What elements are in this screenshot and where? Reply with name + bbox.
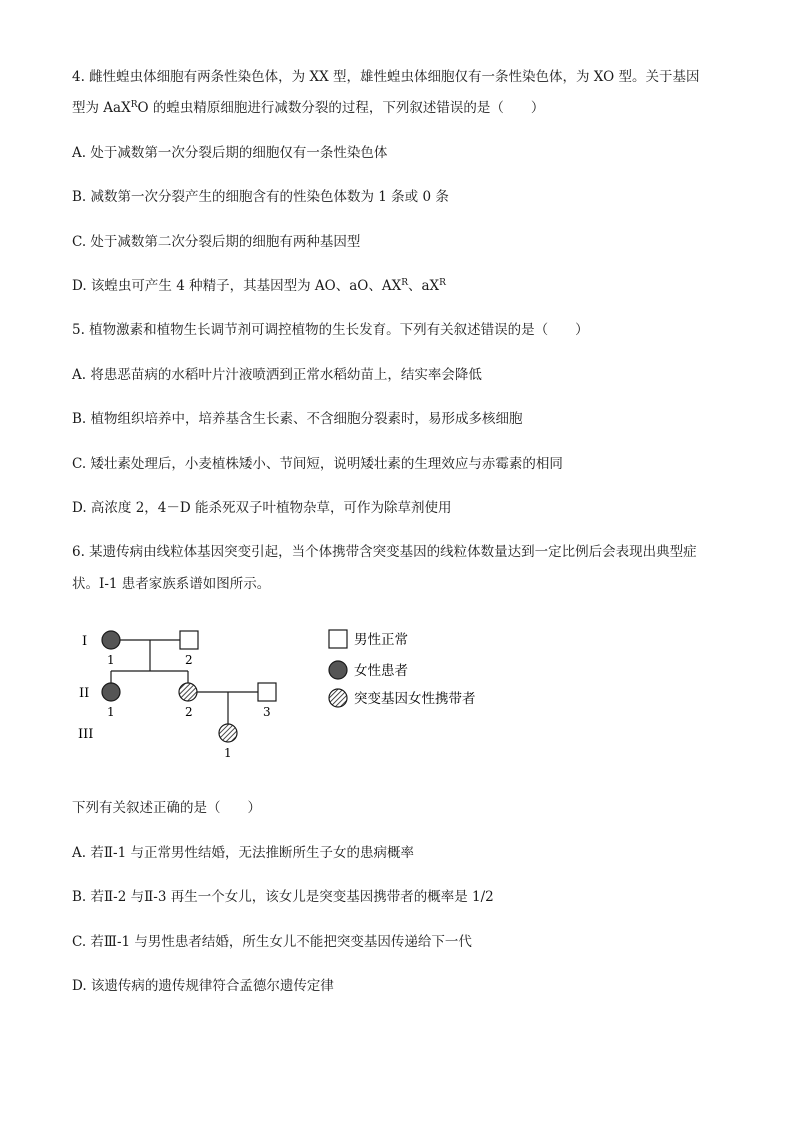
q5-option-a: A. 将患恶苗病的水稻叶片汁液喷洒到正常水稻幼苗上，结实率会降低 (72, 367, 482, 383)
legend-female-patient-label: 女性患者 (354, 663, 408, 679)
generation-label-ii: II (79, 686, 90, 701)
q4-stem-line2-post: O 的蝗虫精原细胞进行减数分裂的过程，下列叙述错误的是（ ） (137, 100, 545, 116)
legend-female-carrier-symbol (329, 689, 347, 707)
generation-label-iii: III (78, 727, 94, 742)
pedigree-chart (72, 618, 512, 768)
q6-option-a: A. 若Ⅱ-1 与正常男性结婚，无法推断所生子女的患病概率 (72, 845, 414, 861)
q6-option-d: D. 该遗传病的遗传规律符合孟德尔遗传定律 (72, 978, 334, 994)
legend-male-normal-symbol (329, 630, 347, 648)
q6-stem-line1: 6. 某遗传病由线粒体基因突变引起，当个体携带含突变基因的线粒体数量达到一定比例后会表现出典型症 (72, 544, 697, 560)
legend-female-carrier-label: 突变基因女性携带者 (354, 691, 476, 707)
label-ii3: 3 (263, 705, 271, 719)
q6-stem-line2: 状。Ⅰ-1 患者家族系谱如图所示。 (72, 576, 271, 592)
q4-stem-line2-pre: 型为 AaX (72, 100, 131, 116)
q4-option-d-pre: D. 该蝗虫可产生 4 种精子，其基因型为 AO、aO、AX (72, 278, 402, 294)
q4-option-d (72, 277, 446, 295)
q5-option-c: C. 矮壮素处理后，小麦植株矮小、节间短，说明矮壮素的生理效应与赤霉素的相同 (72, 456, 563, 472)
q6-option-b: B. 若Ⅱ-2 与Ⅱ-3 再生一个女儿，该女儿是突变基因携带者的概率是 1/2 (72, 889, 494, 905)
q4-stem-line1: 4. 雌性蝗虫体细胞有两条性染色体，为 XX 型，雄性蝗虫体细胞仅有一条性染色体，为 XO 型。关于基因 (72, 69, 700, 85)
q5-option-d: D. 高浓度 2，4－D 能杀死双子叶植物杂草，可作为除草剂使用 (72, 500, 452, 516)
label-ii1: 1 (107, 705, 115, 719)
q4-option-d-sup2: R (439, 278, 446, 288)
generation-label-i: I (82, 634, 88, 649)
q4-option-d-mid: 、aX (407, 278, 440, 294)
label-iii1: 1 (224, 746, 232, 760)
q4-option-c: C. 处于减数第二次分裂后期的细胞有两种基因型 (72, 234, 361, 250)
label-ii2: 2 (185, 705, 193, 719)
individual-ii3-male-normal (258, 683, 276, 701)
individual-i2-male-normal (180, 631, 198, 649)
q4-option-a: A. 处于减数第一次分裂后期的细胞仅有一条性染色体 (72, 145, 388, 161)
q4-option-d-sup1: R (401, 278, 408, 288)
q4-genotype-sup: R (130, 100, 138, 110)
q4-stem-line2 (72, 99, 544, 117)
individual-i1-female-patient (102, 631, 120, 649)
label-i1: 1 (107, 653, 115, 667)
legend-female-patient-symbol (329, 661, 347, 679)
label-i2: 2 (185, 653, 193, 667)
q5-option-b: B. 植物组织培养中，培养基含生长素、不含细胞分裂素时，易形成多核细胞 (72, 411, 523, 427)
q6-option-c: C. 若Ⅲ-1 与男性患者结婚，所生女儿不能把突变基因传递给下一代 (72, 934, 472, 950)
q5-stem: 5. 植物激素和植物生长调节剂可调控植物的生长发育。下列有关叙述错误的是（ ） (72, 322, 589, 338)
individual-ii1-female-patient (102, 683, 120, 701)
individual-ii2-female-carrier (179, 683, 197, 701)
q4-option-b: B. 减数第一次分裂产生的细胞含有的性染色体数为 1 条或 0 条 (72, 189, 449, 205)
individual-iii1-female-carrier (219, 724, 237, 742)
q6-stem: 下列有关叙述正确的是（ ） (72, 800, 261, 816)
legend-male-normal-label: 男性正常 (354, 632, 408, 648)
